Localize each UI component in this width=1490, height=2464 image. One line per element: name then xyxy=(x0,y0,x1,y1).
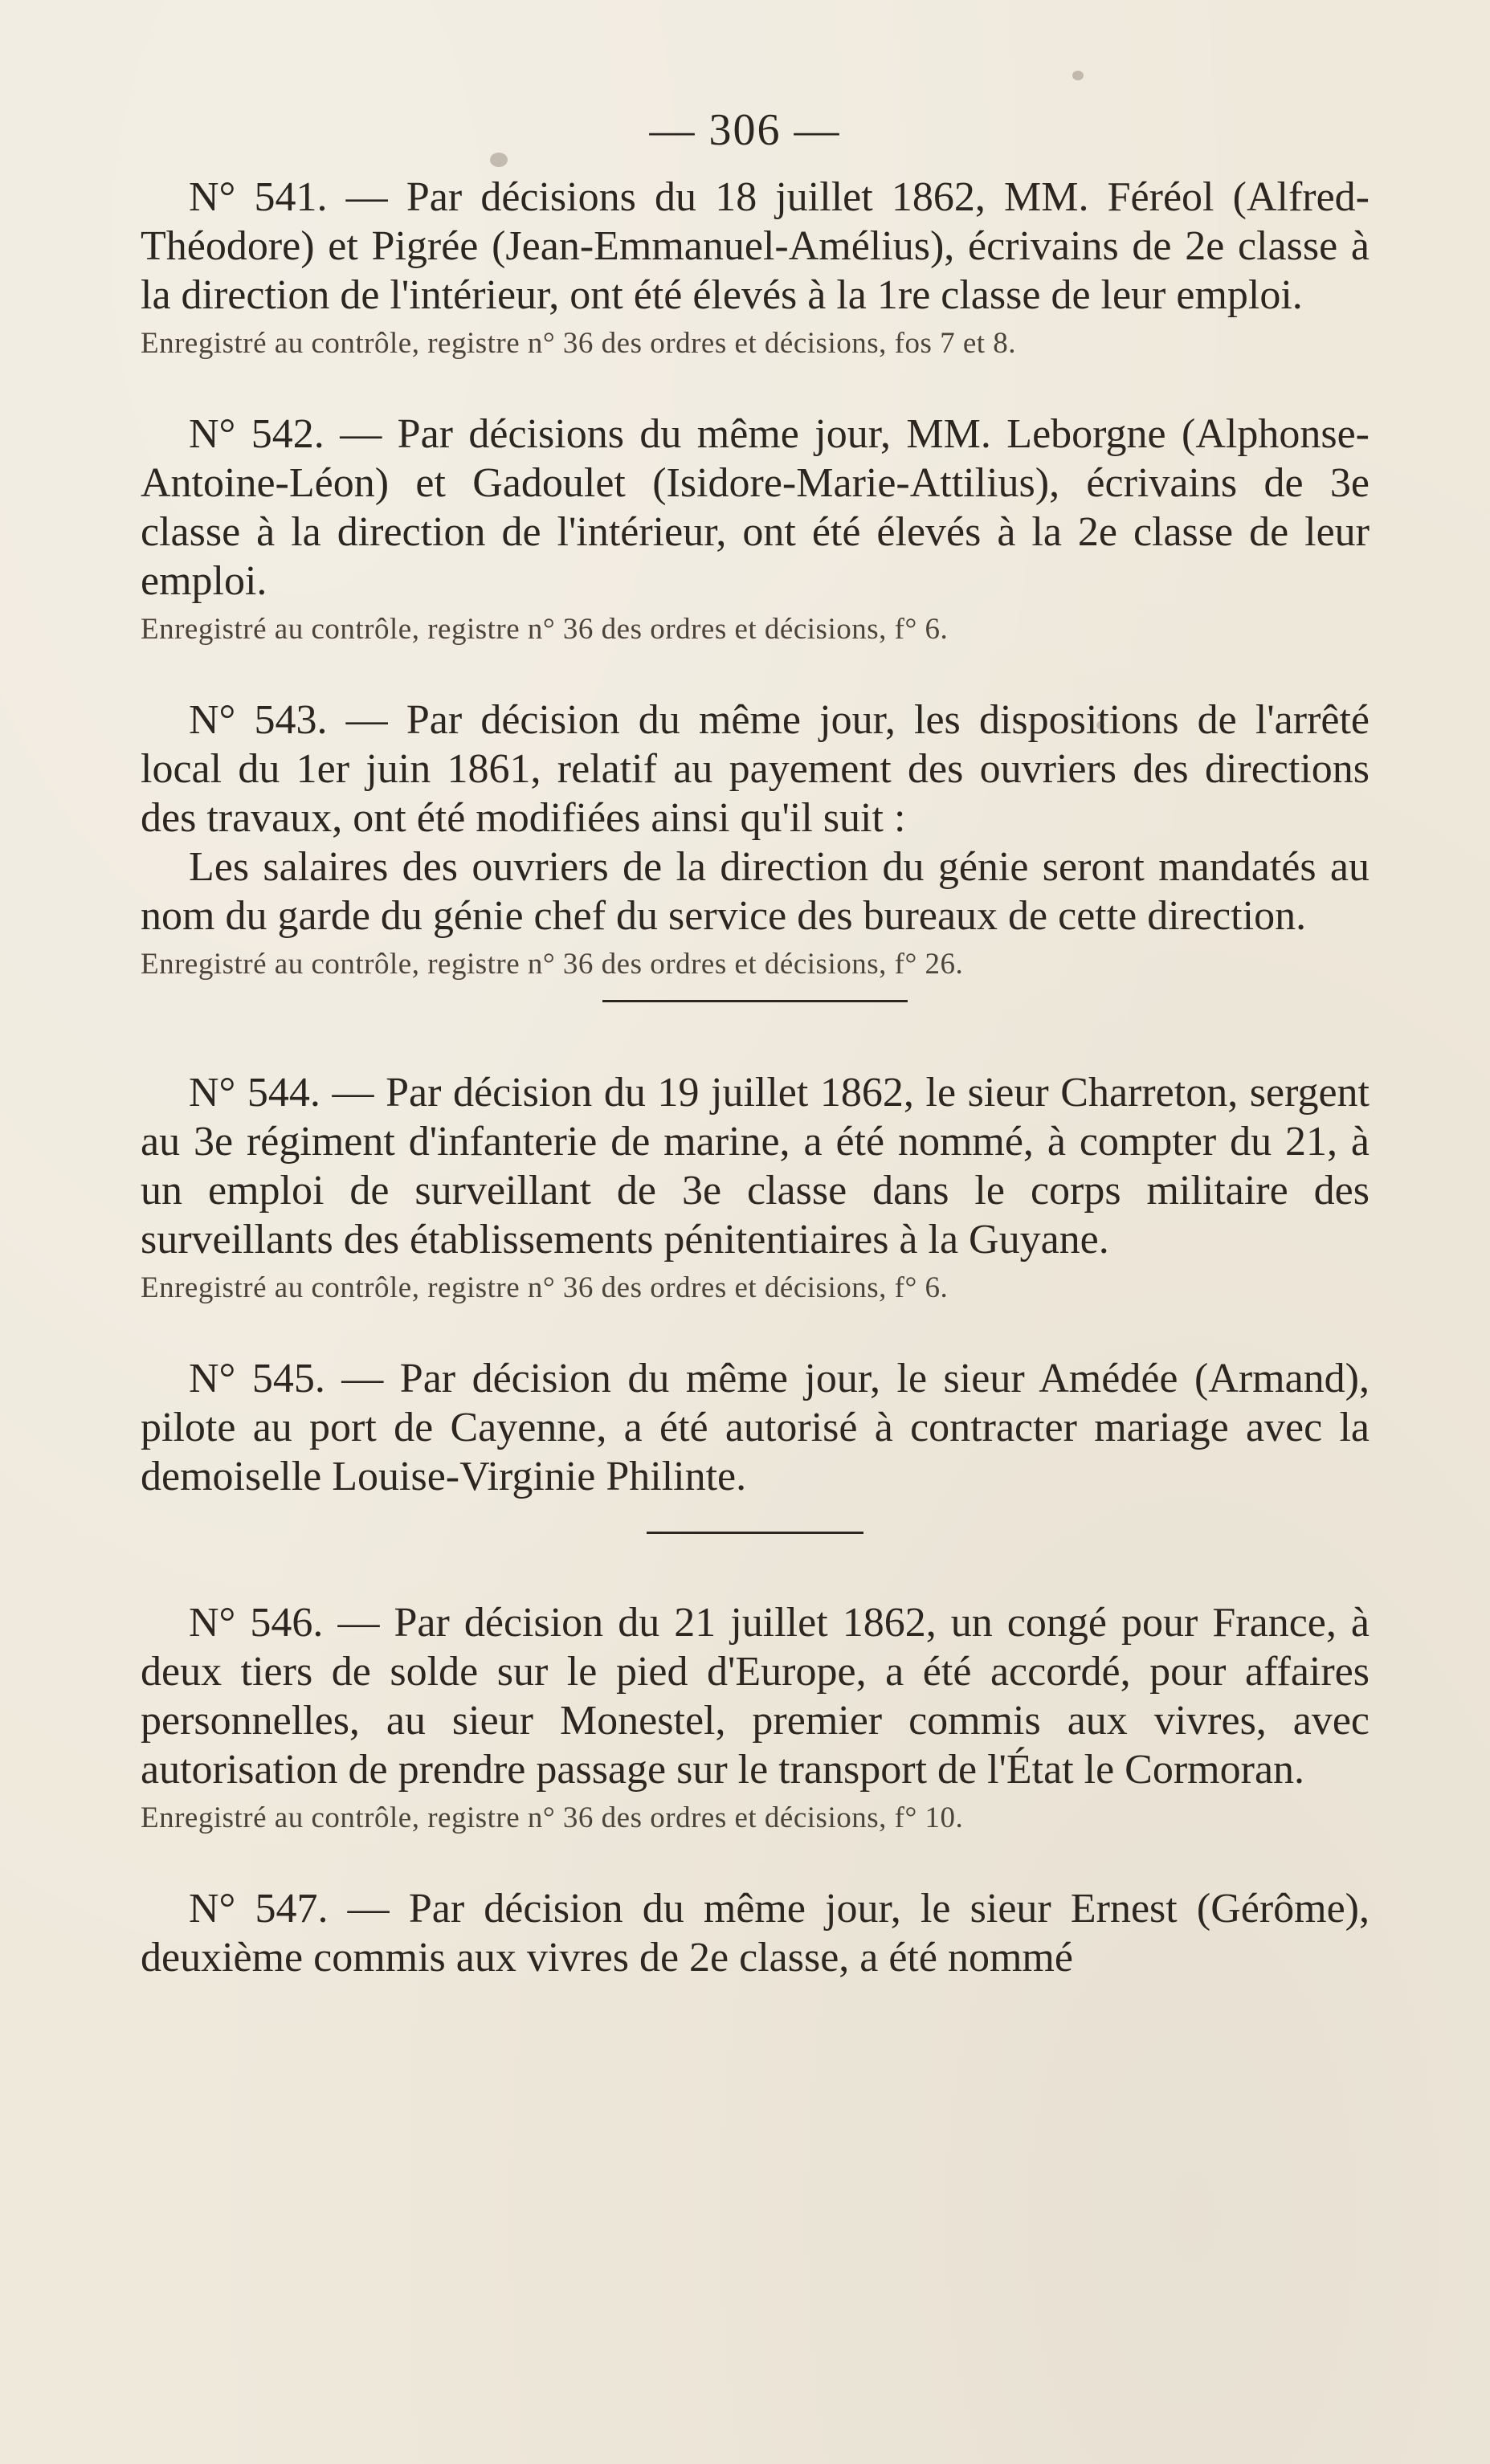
entry-text: N° 547. — Par décision du même jour, le sieur Ernest (Gérôme), deuxième commis aux vivres de 2e classe, a été nommé xyxy=(141,1886,1370,1981)
entry-text: N° 541. — Par décisions du 18 juillet 1862, MM. Féréol (Alfred-Théodore) et Pigrée (Jean-Emmanuel-Amélius), écrivains de 2e classe à la direction de l'intérieur, ont été élevés à la 1re classe de leur emploi. xyxy=(141,174,1370,318)
entry-542 xyxy=(141,410,1370,649)
entry-text-continuation: Les salaires des ouvriers de la direction du génie seront mandatés au nom du garde du génie chef du service des bureaux de cette direction. xyxy=(141,844,1370,939)
entry-543 xyxy=(141,696,1370,984)
ink-spot xyxy=(1072,71,1084,80)
registration-note: Enregistré au contrôle, registre n° 36 des ordres et décisions, f° 6. xyxy=(141,613,949,646)
registration-note: Enregistré au contrôle, registre n° 36 des ordres et décisions, f° 6. xyxy=(141,1271,949,1304)
entry-544 xyxy=(141,1068,1370,1307)
entry-541 xyxy=(141,173,1370,363)
page-number: — 306 — xyxy=(649,105,841,155)
section-divider xyxy=(647,1532,863,1534)
entry-text: N° 544. — Par décision du 19 juillet 1862, le sieur Charreton, sergent au 3e régiment d'infanterie de marine, a été nommé, à compter du 21, à un emploi de surveillant de 3e classe dans le corps militaire des surveillants des établissements pénitentiaires à la Guyane. xyxy=(141,1070,1370,1263)
entry-text: N° 545. — Par décision du même jour, le sieur Amédée (Armand), pilote au port de Cayenne, a été autorisé à contracter mariage avec la demoiselle Louise-Virginie Philinte. xyxy=(141,1356,1370,1499)
entry-547 xyxy=(141,1884,1370,1982)
entry-text: N° 542. — Par décisions du même jour, MM. Leborgne (Alphonse-Antoine-Léon) et Gadoulet (Isidore-Marie-Attilius), écrivains de 3e classe à la direction de l'intérieur, ont été élevés à la 2e classe de leur emploi. xyxy=(141,411,1370,604)
entry-545 xyxy=(141,1354,1370,1501)
registration-note: Enregistré au contrôle, registre n° 36 des ordres et décisions, f° 26. xyxy=(141,948,964,981)
registration-note: Enregistré au contrôle, registre n° 36 des ordres et décisions, fos 7 et 8. xyxy=(141,327,1017,360)
registration-note: Enregistré au contrôle, registre n° 36 des ordres et décisions, f° 10. xyxy=(141,1801,964,1834)
document-body xyxy=(141,173,1370,2029)
entry-546 xyxy=(141,1598,1370,1838)
entry-text: N° 543. — Par décision du même jour, les dispositions de l'arrêté local du 1er juin 1861, relatif au payement des ouvriers des directions des travaux, ont été modifiées ainsi qu'il suit : xyxy=(141,697,1370,841)
entry-text: N° 546. — Par décision du 21 juillet 1862, un congé pour France, à deux tiers de solde sur le pied d'Europe, a été accordé, pour affaires personnelles, au sieur Monestel, premier commis aux vivres, avec autorisation de prendre passage sur le transport de l'État le Cormoran. xyxy=(141,1600,1370,1793)
section-divider xyxy=(602,1000,908,1002)
